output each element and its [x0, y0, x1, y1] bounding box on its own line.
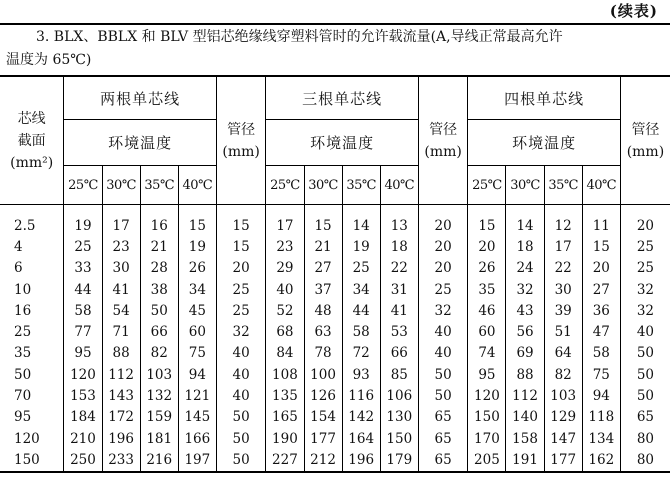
header-pipe-two-unit: (mm)	[222, 143, 260, 160]
header-group-two: 两根单芯线	[64, 76, 217, 120]
cell-pipe: 50	[418, 364, 467, 385]
cell-section: 25	[0, 321, 64, 342]
cell-value: 64	[544, 343, 582, 364]
cell-value: 129	[544, 407, 582, 428]
cell-pipe: 50	[620, 385, 670, 406]
table-row	[0, 449, 670, 471]
cell-value: 172	[102, 407, 140, 428]
cell-value: 77	[64, 321, 102, 342]
cell-pipe: 40	[418, 321, 467, 342]
cell-pipe: 15	[216, 236, 265, 257]
cell-value: 66	[140, 321, 178, 342]
cell-value: 39	[544, 300, 582, 321]
cell-value: 93	[342, 364, 380, 385]
cell-pipe: 25	[418, 279, 467, 300]
cell-value: 132	[140, 385, 178, 406]
cell-value: 154	[304, 407, 342, 428]
cell-section: 2.5	[0, 205, 64, 237]
cell-value: 82	[544, 364, 582, 385]
table-row	[0, 300, 670, 321]
cell-value: 74	[468, 343, 506, 364]
cell-value: 37	[304, 279, 342, 300]
cell-value: 21	[304, 236, 342, 257]
header-pipe-three-label: 管径	[429, 121, 458, 138]
cell-value: 162	[582, 449, 620, 471]
header-pipe-two-label: 管径	[227, 121, 256, 138]
cell-section: 4	[0, 236, 64, 257]
cell-pipe: 40	[216, 364, 265, 385]
table-row	[0, 321, 670, 342]
cell-section: 16	[0, 300, 64, 321]
cell-pipe: 32	[418, 300, 467, 321]
cell-value: 32	[506, 279, 544, 300]
cell-value: 190	[266, 428, 304, 449]
cell-pipe: 20	[620, 205, 670, 237]
table-row	[0, 205, 670, 237]
cell-value: 45	[178, 300, 216, 321]
header-temp-25: 25℃	[468, 166, 506, 205]
cell-value: 158	[506, 428, 544, 449]
cell-value: 44	[64, 279, 102, 300]
cell-value: 34	[342, 279, 380, 300]
cell-value: 153	[64, 385, 102, 406]
cell-value: 196	[342, 449, 380, 471]
cell-value: 18	[506, 236, 544, 257]
cell-value: 177	[544, 449, 582, 471]
cell-value: 35	[468, 279, 506, 300]
cell-value: 88	[102, 343, 140, 364]
table-row	[0, 407, 670, 428]
cell-value: 29	[266, 258, 304, 279]
top-rule	[0, 23, 670, 25]
cell-value: 52	[266, 300, 304, 321]
cell-pipe: 20	[216, 258, 265, 279]
cell-value: 118	[582, 407, 620, 428]
header-pipe-three-unit: (mm)	[424, 143, 462, 160]
table-row	[0, 385, 670, 406]
cell-value: 19	[64, 205, 102, 237]
cell-value: 84	[266, 343, 304, 364]
table-caption	[6, 26, 664, 72]
cell-pipe: 25	[620, 236, 670, 257]
cell-value: 68	[266, 321, 304, 342]
header-pipe-four	[620, 76, 670, 205]
header-temp-35: 35℃	[140, 166, 178, 205]
cell-value: 24	[506, 258, 544, 279]
cell-value: 27	[304, 258, 342, 279]
cell-value: 58	[64, 300, 102, 321]
cell-pipe: 20	[418, 236, 467, 257]
cell-value: 47	[582, 321, 620, 342]
cell-value: 233	[102, 449, 140, 471]
cell-value: 15	[178, 205, 216, 237]
cell-pipe: 50	[418, 385, 467, 406]
caption-line-2: 温度为 65℃)	[6, 52, 92, 68]
cell-section: 6	[0, 258, 64, 279]
cell-value: 48	[304, 300, 342, 321]
table-row	[0, 258, 670, 279]
cell-value: 14	[506, 205, 544, 237]
cell-pipe: 50	[216, 407, 265, 428]
cell-value: 134	[582, 428, 620, 449]
cell-value: 38	[140, 279, 178, 300]
cell-value: 22	[544, 258, 582, 279]
cell-value: 15	[468, 205, 506, 237]
cell-value: 21	[140, 236, 178, 257]
cell-pipe: 50	[620, 343, 670, 364]
cell-value: 85	[380, 364, 418, 385]
cell-value: 12	[544, 205, 582, 237]
cell-pipe: 65	[418, 449, 467, 471]
cell-value: 179	[380, 449, 418, 471]
cell-value: 33	[64, 258, 102, 279]
cell-value: 26	[468, 258, 506, 279]
cell-value: 106	[380, 385, 418, 406]
cell-value: 196	[102, 428, 140, 449]
cell-value: 50	[140, 300, 178, 321]
cell-value: 13	[380, 205, 418, 237]
cell-value: 78	[304, 343, 342, 364]
cell-value: 23	[266, 236, 304, 257]
cell-value: 181	[140, 428, 178, 449]
cell-value: 166	[178, 428, 216, 449]
cell-value: 14	[342, 205, 380, 237]
header-temp-40: 40℃	[178, 166, 216, 205]
cell-value: 19	[342, 236, 380, 257]
cell-value: 94	[582, 385, 620, 406]
header-temp-40: 40℃	[380, 166, 418, 205]
cell-section: 95	[0, 407, 64, 428]
cell-value: 15	[304, 205, 342, 237]
cell-pipe: 40	[216, 385, 265, 406]
cell-value: 212	[304, 449, 342, 471]
cell-value: 108	[266, 364, 304, 385]
header-pipe-four-label: 管径	[631, 121, 660, 138]
cell-value: 140	[506, 407, 544, 428]
cell-value: 130	[380, 407, 418, 428]
cell-pipe: 50	[216, 428, 265, 449]
cell-value: 112	[506, 385, 544, 406]
cell-value: 150	[380, 428, 418, 449]
header-section-line-2: 截面	[17, 132, 46, 149]
cell-value: 205	[468, 449, 506, 471]
cell-value: 56	[506, 321, 544, 342]
cell-value: 227	[266, 449, 304, 471]
cell-pipe: 32	[216, 321, 265, 342]
cell-value: 126	[304, 385, 342, 406]
cell-value: 58	[342, 321, 380, 342]
cell-pipe: 25	[216, 300, 265, 321]
cell-pipe: 20	[418, 205, 467, 237]
cell-value: 197	[178, 449, 216, 471]
cell-value: 60	[468, 321, 506, 342]
header-pipe-four-unit: (mm)	[626, 143, 665, 160]
cell-value: 25	[342, 258, 380, 279]
cell-value: 36	[582, 300, 620, 321]
table-row	[0, 428, 670, 449]
cell-value: 23	[102, 236, 140, 257]
cell-pipe: 50	[620, 364, 670, 385]
header-temp-30: 30℃	[506, 166, 544, 205]
cell-value: 30	[544, 279, 582, 300]
cell-value: 53	[380, 321, 418, 342]
cell-value: 34	[178, 279, 216, 300]
cell-value: 26	[178, 258, 216, 279]
header-temp-30: 30℃	[304, 166, 342, 205]
cell-value: 66	[380, 343, 418, 364]
cell-value: 22	[380, 258, 418, 279]
cell-pipe: 32	[620, 279, 670, 300]
cell-value: 103	[544, 385, 582, 406]
cell-value: 51	[544, 321, 582, 342]
cell-value: 88	[506, 364, 544, 385]
cell-value: 17	[266, 205, 304, 237]
cell-value: 46	[468, 300, 506, 321]
cell-value: 147	[544, 428, 582, 449]
cell-value: 103	[140, 364, 178, 385]
cell-section: 150	[0, 449, 64, 471]
header-temp-25: 25℃	[266, 166, 304, 205]
cell-value: 54	[102, 300, 140, 321]
header-group-three: 三根单芯线	[266, 76, 419, 120]
cell-value: 135	[266, 385, 304, 406]
cell-pipe: 80	[620, 428, 670, 449]
cell-value: 41	[102, 279, 140, 300]
cell-pipe: 65	[418, 407, 467, 428]
cell-value: 43	[506, 300, 544, 321]
cell-value: 17	[544, 236, 582, 257]
cell-value: 210	[64, 428, 102, 449]
cell-value: 112	[102, 364, 140, 385]
cell-value: 19	[178, 236, 216, 257]
table-row	[0, 343, 670, 364]
header-section-line-3: (mm²)	[10, 154, 54, 171]
header-section	[0, 76, 64, 205]
ampacity-table	[0, 75, 670, 473]
cell-value: 184	[64, 407, 102, 428]
cell-value: 250	[64, 449, 102, 471]
cell-value: 95	[468, 364, 506, 385]
cell-value: 20	[468, 236, 506, 257]
header-env-temp-four: 环境温度	[468, 120, 621, 166]
cell-pipe: 50	[216, 449, 265, 471]
cell-section: 35	[0, 343, 64, 364]
header-temp-35: 35℃	[544, 166, 582, 205]
cell-pipe: 65	[418, 428, 467, 449]
cell-pipe: 80	[620, 449, 670, 471]
cell-value: 58	[582, 343, 620, 364]
cell-value: 116	[342, 385, 380, 406]
cell-section: 70	[0, 385, 64, 406]
cell-value: 69	[506, 343, 544, 364]
cell-value: 30	[102, 258, 140, 279]
cell-value: 191	[506, 449, 544, 471]
caption-line-1: 3. BLX、BBLX 和 BLV 型铝芯绝缘线穿塑料管时的允许载流量(A,导线正常最高允许	[36, 29, 563, 45]
cell-value: 177	[304, 428, 342, 449]
cell-value: 27	[582, 279, 620, 300]
cell-value: 94	[178, 364, 216, 385]
cell-value: 145	[178, 407, 216, 428]
cell-value: 71	[102, 321, 140, 342]
cell-value: 25	[64, 236, 102, 257]
cell-value: 17	[102, 205, 140, 237]
cell-value: 15	[582, 236, 620, 257]
cell-value: 170	[468, 428, 506, 449]
table-row	[0, 236, 670, 257]
cell-value: 44	[342, 300, 380, 321]
header-pipe-three	[418, 76, 467, 205]
cell-value: 16	[140, 205, 178, 237]
cell-value: 120	[468, 385, 506, 406]
cell-value: 82	[140, 343, 178, 364]
cell-value: 18	[380, 236, 418, 257]
header-temp-40: 40℃	[582, 166, 620, 205]
cell-value: 165	[266, 407, 304, 428]
cell-pipe: 20	[418, 258, 467, 279]
header-section-line-1: 芯线	[17, 110, 46, 127]
cell-value: 31	[380, 279, 418, 300]
cell-pipe: 25	[620, 258, 670, 279]
cell-section: 10	[0, 279, 64, 300]
table-row	[0, 279, 670, 300]
cell-value: 120	[64, 364, 102, 385]
header-temp-35: 35℃	[342, 166, 380, 205]
cell-value: 75	[178, 343, 216, 364]
cell-value: 216	[140, 449, 178, 471]
cell-pipe: 25	[216, 279, 265, 300]
cell-section: 120	[0, 428, 64, 449]
cell-value: 28	[140, 258, 178, 279]
table-row	[0, 364, 670, 385]
cell-section: 50	[0, 364, 64, 385]
cell-pipe: 40	[216, 343, 265, 364]
cell-value: 95	[64, 343, 102, 364]
cell-value: 72	[342, 343, 380, 364]
header-temp-30: 30℃	[102, 166, 140, 205]
header-env-temp-three: 环境温度	[266, 120, 419, 166]
cell-pipe: 40	[620, 321, 670, 342]
header-group-four: 四根单芯线	[468, 76, 621, 120]
cell-value: 11	[582, 205, 620, 237]
continued-label: (续表)	[609, 2, 658, 20]
cell-value: 121	[178, 385, 216, 406]
header-env-temp-two: 环境温度	[64, 120, 217, 166]
cell-value: 63	[304, 321, 342, 342]
cell-value: 159	[140, 407, 178, 428]
cell-pipe: 32	[620, 300, 670, 321]
cell-value: 40	[266, 279, 304, 300]
cell-value: 75	[582, 364, 620, 385]
cell-value: 60	[178, 321, 216, 342]
cell-value: 100	[304, 364, 342, 385]
cell-pipe: 40	[418, 343, 467, 364]
cell-value: 142	[342, 407, 380, 428]
header-pipe-two	[216, 76, 265, 205]
cell-value: 143	[102, 385, 140, 406]
cell-pipe: 65	[620, 407, 670, 428]
cell-value: 164	[342, 428, 380, 449]
cell-value: 20	[582, 258, 620, 279]
cell-pipe: 15	[216, 205, 265, 237]
cell-value: 150	[468, 407, 506, 428]
header-temp-25: 25℃	[64, 166, 102, 205]
cell-value: 41	[380, 300, 418, 321]
